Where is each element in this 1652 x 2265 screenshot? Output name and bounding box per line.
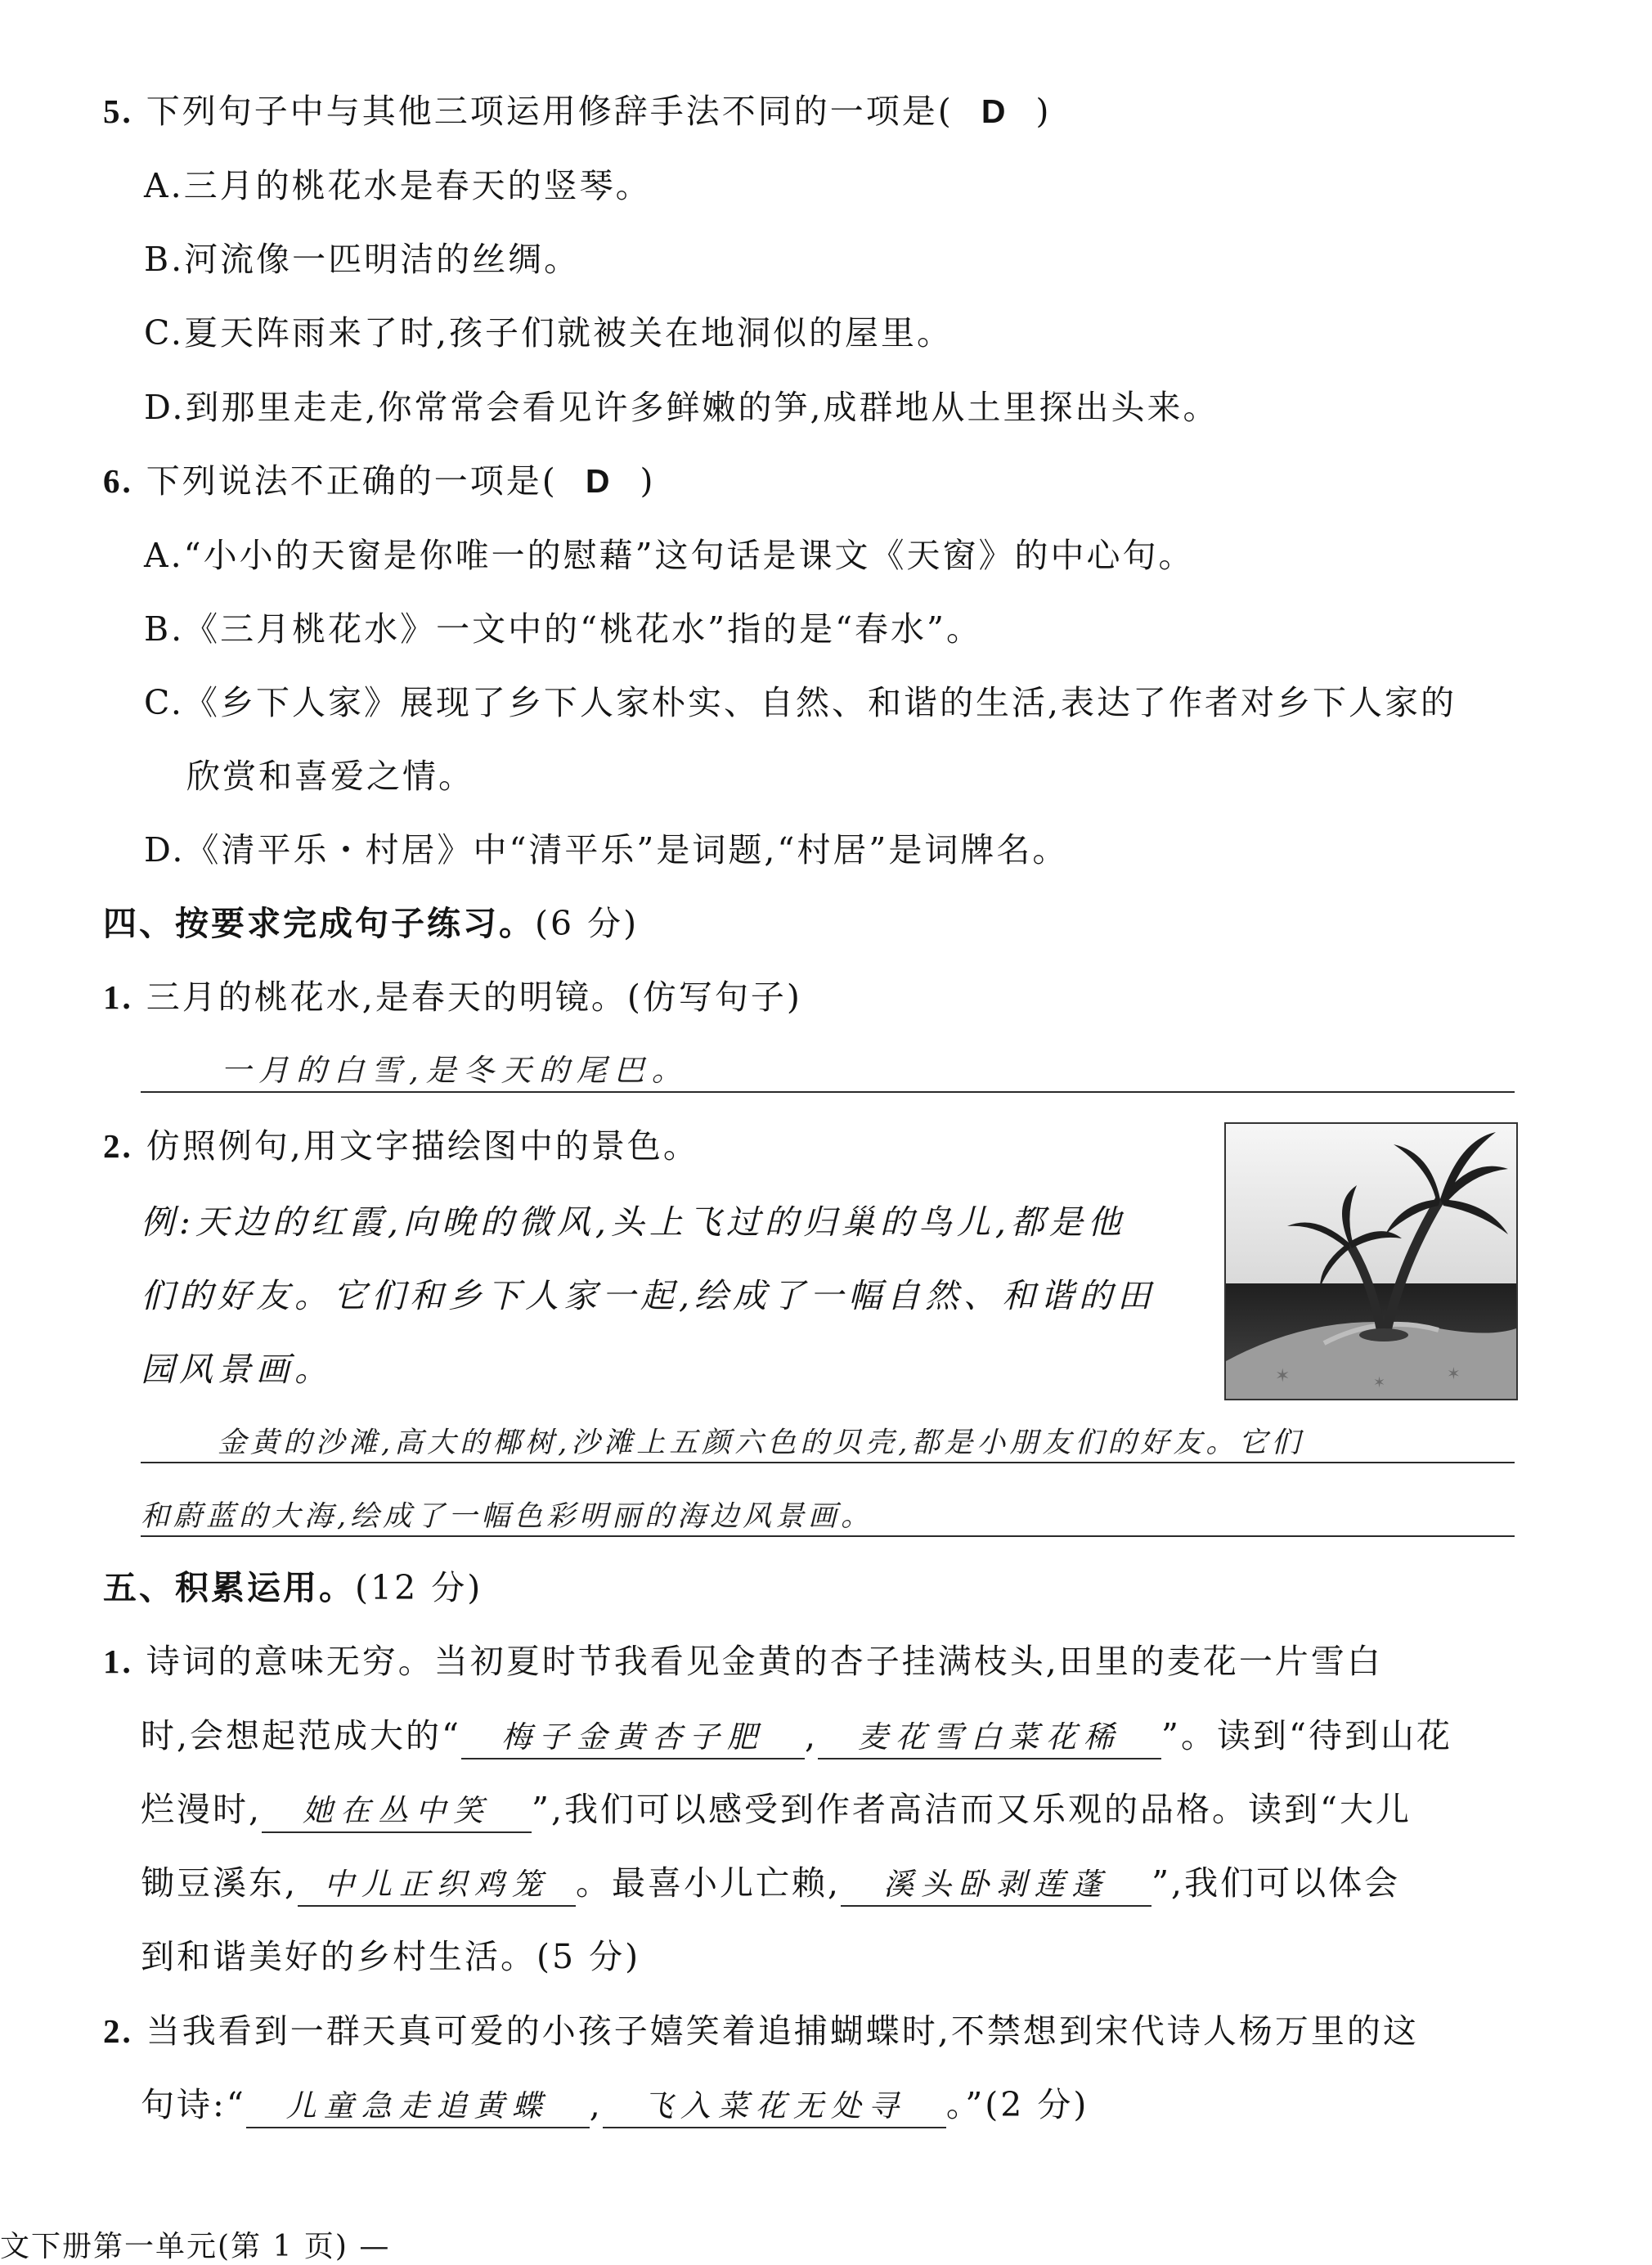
handwritten-answer-line-2: 和蔚蓝的大海,绘成了一幅色彩明丽的海边风景画。 [141,1500,874,1533]
section-5-question-2-line-1 [103,2008,1419,2054]
question-number: 2. [103,2012,133,2050]
question-text: 仿照例句,用文字描绘图中的景色。 [146,1126,699,1166]
answer-choice: D [981,92,1008,130]
answer-line [141,1091,1515,1093]
question-6-option-a: A.“小小的天窗是你唯一的慰藉”这句话是课文《天窗》的中心句。 [144,536,1195,575]
question-text: 下列句子中与其他三项运用修辞手法不同的一项是( [146,92,954,131]
question-close-paren: ) [1035,92,1052,131]
section-5-question-1-line-2 [141,1713,1452,1759]
question-number: 6. [103,462,133,500]
question-5-option-a: A.三月的桃花水是春天的竖琴。 [144,166,652,205]
fill-blank-5: 溪头卧剥莲蓬 [841,1864,1151,1907]
handwritten-answer-line-1: 金黄的沙滩,高大的椰树,沙滩上五颜六色的贝壳,都是小朋友们的好友。它们 [218,1427,1304,1459]
question-close-paren: ) [640,461,656,501]
answer-choice: D [585,462,613,500]
question-6-stem [103,458,656,504]
section-4-question-1 [103,974,802,1020]
handwritten-answer: 一月的白雪,是冬天的尾巴。 [221,1053,689,1088]
text-segment: 烂漫时, [141,1790,263,1829]
page-footer: 文下册第一单元(第 1 页) — [0,2230,391,2263]
palm-island-illustration [1224,1122,1518,1400]
svg-text:✶: ✶ [1373,1374,1386,1391]
text-segment: 句诗:“ [141,2085,246,2124]
section-5-question-1-line-4 [141,1860,1400,1907]
question-6-option-d: D.《清平乐・村居》中“清平乐”是词题,“村居”是词牌名。 [144,830,1069,870]
text-segment: , [805,1716,819,1755]
text-segment: ”,我们可以体会 [1151,1863,1401,1903]
section-score: (6 分) [535,904,640,943]
section-title: 五、积累运用。 [103,1568,355,1607]
answer-line [141,1462,1515,1463]
text-segment: 时,会想起范成大的“ [141,1716,461,1755]
section-4-heading [103,901,639,946]
question-text: 诗词的意味无穷。当初夏时节我看见金黄的杏子挂满枝头,田里的麦花一片雪白 [146,1642,1383,1681]
section-5-question-1-line-5: 到和谐美好的乡村生活。(5 分) [141,1937,641,1976]
text-segment: , [589,2085,603,2124]
palm-island-image [1226,1124,1516,1399]
text-segment: 。”(2 分) [945,2085,1089,2124]
fill-blank-3: 她在丛中笑 [262,1791,532,1833]
question-text: 下列说法不正确的一项是( [146,461,558,501]
section-score: (12 分) [355,1568,483,1607]
question-6-option-c: C.《乡下人家》展现了乡下人家朴实、自然、和谐的生活,表达了作者对乡下人家的 [144,683,1457,722]
question-6-option-c-continued: 欣赏和喜爱之情。 [186,757,474,796]
question-number: 5. [103,92,133,130]
text-segment: 。最喜小儿亡赖, [576,1863,842,1903]
example-text-line-2: 们的好友。它们和乡下人家一起,绘成了一幅自然、和谐的田 [141,1276,1156,1315]
section-5-question-1-line-3 [141,1786,1412,1833]
question-number: 1. [103,978,133,1016]
svg-text:✶: ✶ [1447,1364,1461,1383]
text-segment: 锄豆溪东, [141,1863,299,1903]
question-number: 2. [103,1127,133,1165]
section-title: 四、按要求完成句子练习。 [103,904,535,943]
question-5-option-b: B.河流像一匹明洁的丝绸。 [144,240,581,279]
question-5-option-d: D.到那里走走,你常常会看见许多鲜嫩的笋,成群地从土里探出头来。 [144,388,1219,427]
fill-blank-4: 中儿正织鸡笼 [298,1864,576,1907]
text-segment: ”,我们可以感受到作者高洁而又乐观的品格。读到“大儿 [532,1790,1412,1829]
fill-blank-1: 梅子金黄杏子肥 [461,1717,805,1759]
text-segment: ”。读到“待到山花 [1161,1716,1452,1755]
fill-blank-2: 麦花雪白菜花稀 [818,1717,1161,1759]
question-6-option-b: B.《三月桃花水》一文中的“桃花水”指的是“春水”。 [144,609,983,649]
example-text-line-1: 例:天边的红霞,向晚的微风,头上飞过的归巢的鸟儿,都是他 [141,1202,1126,1242]
fill-blank-7: 飞入菜花无处寻 [603,2086,946,2128]
example-text-line-3: 园风景画。 [141,1350,333,1389]
question-5-stem [103,88,1052,134]
question-5-option-c: C.夏天阵雨来了时,孩子们就被关在地洞似的屋里。 [144,313,953,353]
section-5-question-2-line-2 [141,2082,1089,2128]
section-5-question-1-line-1 [103,1638,1383,1684]
fill-blank-6: 儿童急走追黄蝶 [246,2086,590,2128]
question-number: 1. [103,1643,133,1680]
section-4-question-2 [103,1123,699,1169]
question-text: 三月的桃花水,是春天的明镜。(仿写句子) [146,977,802,1017]
question-text: 当我看到一群天真可爱的小孩子嬉笑着追捕蝴蝶时,不禁想到宋代诗人杨万里的这 [146,2011,1419,2051]
answer-line [141,1535,1515,1537]
svg-text:✶: ✶ [1275,1366,1291,1386]
section-5-heading [103,1565,483,1611]
